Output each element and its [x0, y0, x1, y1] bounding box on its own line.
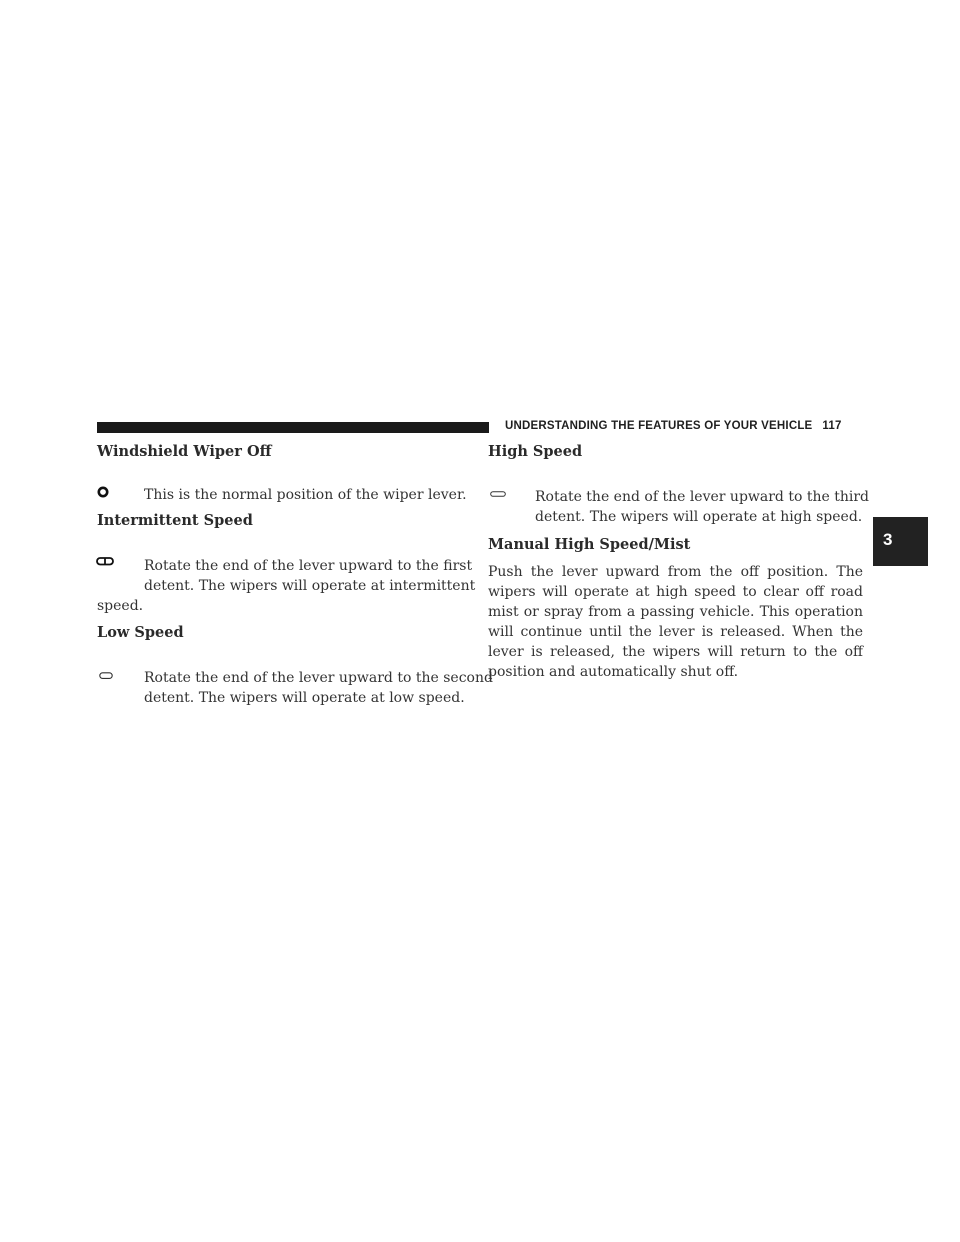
high-speed-line1: Rotate the end of the lever upward to the third	[535, 489, 870, 505]
intermittent-line3: speed.	[97, 598, 144, 614]
section-title: UNDERSTANDING THE FEATURES OF YOUR VEHICLE	[505, 420, 813, 432]
intermittent-line2: detent. The wipers will operate at intermittent	[144, 578, 476, 594]
wiper-off-circle-icon	[97, 486, 109, 498]
wiper-high-icon	[490, 491, 506, 498]
heading-low-speed: Low Speed	[97, 624, 184, 641]
wiper-low-icon	[99, 672, 113, 680]
page-number: 117	[822, 420, 842, 432]
heading-intermittent: Intermittent Speed	[97, 512, 253, 529]
chapter-tab: 3	[873, 517, 928, 566]
low-speed-line1: Rotate the end of the lever upward to the second	[144, 670, 493, 686]
intermittent-text	[144, 556, 476, 596]
manual-mist-body: Push the lever upward from the off position. The wipers will operate at high speed to clear off road mist or spray from a passing vehicle. This operation will continue until the lever is released. When the lever is released, the wipers will return to the off position and automatically shut off.	[488, 564, 863, 680]
high-speed-text	[535, 487, 870, 527]
wiper-off-line1: This is the normal position of the wiper lever.	[144, 487, 467, 503]
heading-manual-mist: Manual High Speed/Mist	[488, 536, 691, 553]
wiper-intermittent-icon	[96, 557, 114, 566]
heading-wiper-off: Windshield Wiper Off	[97, 443, 272, 460]
intermittent-text-wrap	[97, 596, 143, 616]
heading-high-speed: High Speed	[488, 443, 583, 460]
intermittent-line1: Rotate the end of the lever upward to the first	[144, 558, 473, 574]
running-header	[505, 420, 863, 432]
high-speed-line2: detent. The wipers will operate at high speed.	[535, 509, 863, 525]
low-speed-text	[144, 668, 493, 708]
low-speed-line2: detent. The wipers will operate at low speed.	[144, 690, 465, 706]
wiper-off-text	[144, 485, 467, 505]
header-rule	[97, 422, 489, 433]
